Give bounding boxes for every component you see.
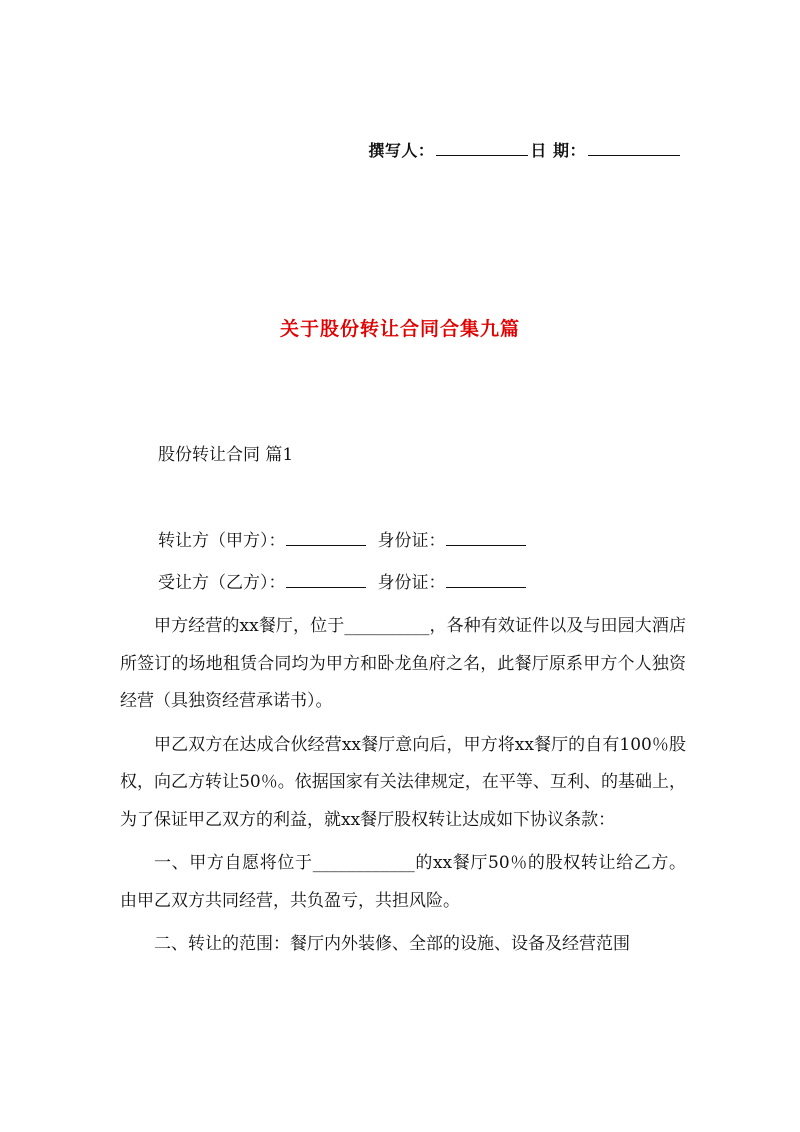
transferee-id-label: 身份证： [377, 573, 446, 593]
transferee-id-blank [446, 572, 526, 588]
contract-body [120, 608, 686, 970]
date-blank [588, 141, 680, 156]
paragraph: 甲方经营的xx餐厅，位于__________，各种有效证件以及与田园大酒店所签订的场地租赁合同均为甲方和卧龙鱼府之名，此餐厅原系甲方个人独资经营（具独资经营承诺书）。 [120, 616, 686, 711]
section-heading: 股份转让合同 篇1 [158, 445, 294, 465]
document-title: 关于股份转让合同合集九篇 [279, 318, 520, 340]
author-date-line [368, 138, 682, 161]
author-label: 撰写人： [368, 141, 435, 160]
transferee-line [158, 568, 526, 593]
author-blank [436, 141, 528, 156]
transferor-line [158, 526, 526, 551]
transferee-label: 受让方（乙方）： [158, 573, 286, 593]
paragraph: 甲乙双方在达成合伙经营xx餐厅意向后，甲方将xx餐厅的自有100％股权，向乙方转让50％。依据国家有关法律规定，在平等、互利、的基础上，为了保证甲乙双方的利益，就xx餐厅股权转让达成如下协议条款： [120, 734, 686, 830]
date-label: 日 期： [530, 141, 586, 160]
paragraph: 二、转让的范围：餐厅内外装修、全部的设施、设备及经营范围 [154, 934, 630, 954]
transferor-id-blank [446, 530, 526, 546]
transferor-label: 转让方（甲方）： [158, 531, 286, 551]
paragraph: 一、甲方自愿将位于____________的xx餐厅50％的股权转让给乙方。由甲乙双方共同经营，共负盈亏，共担风险。 [120, 853, 686, 911]
transferor-id-label: 身份证： [377, 531, 446, 551]
transferee-blank [286, 572, 366, 588]
transferor-blank [286, 530, 366, 546]
